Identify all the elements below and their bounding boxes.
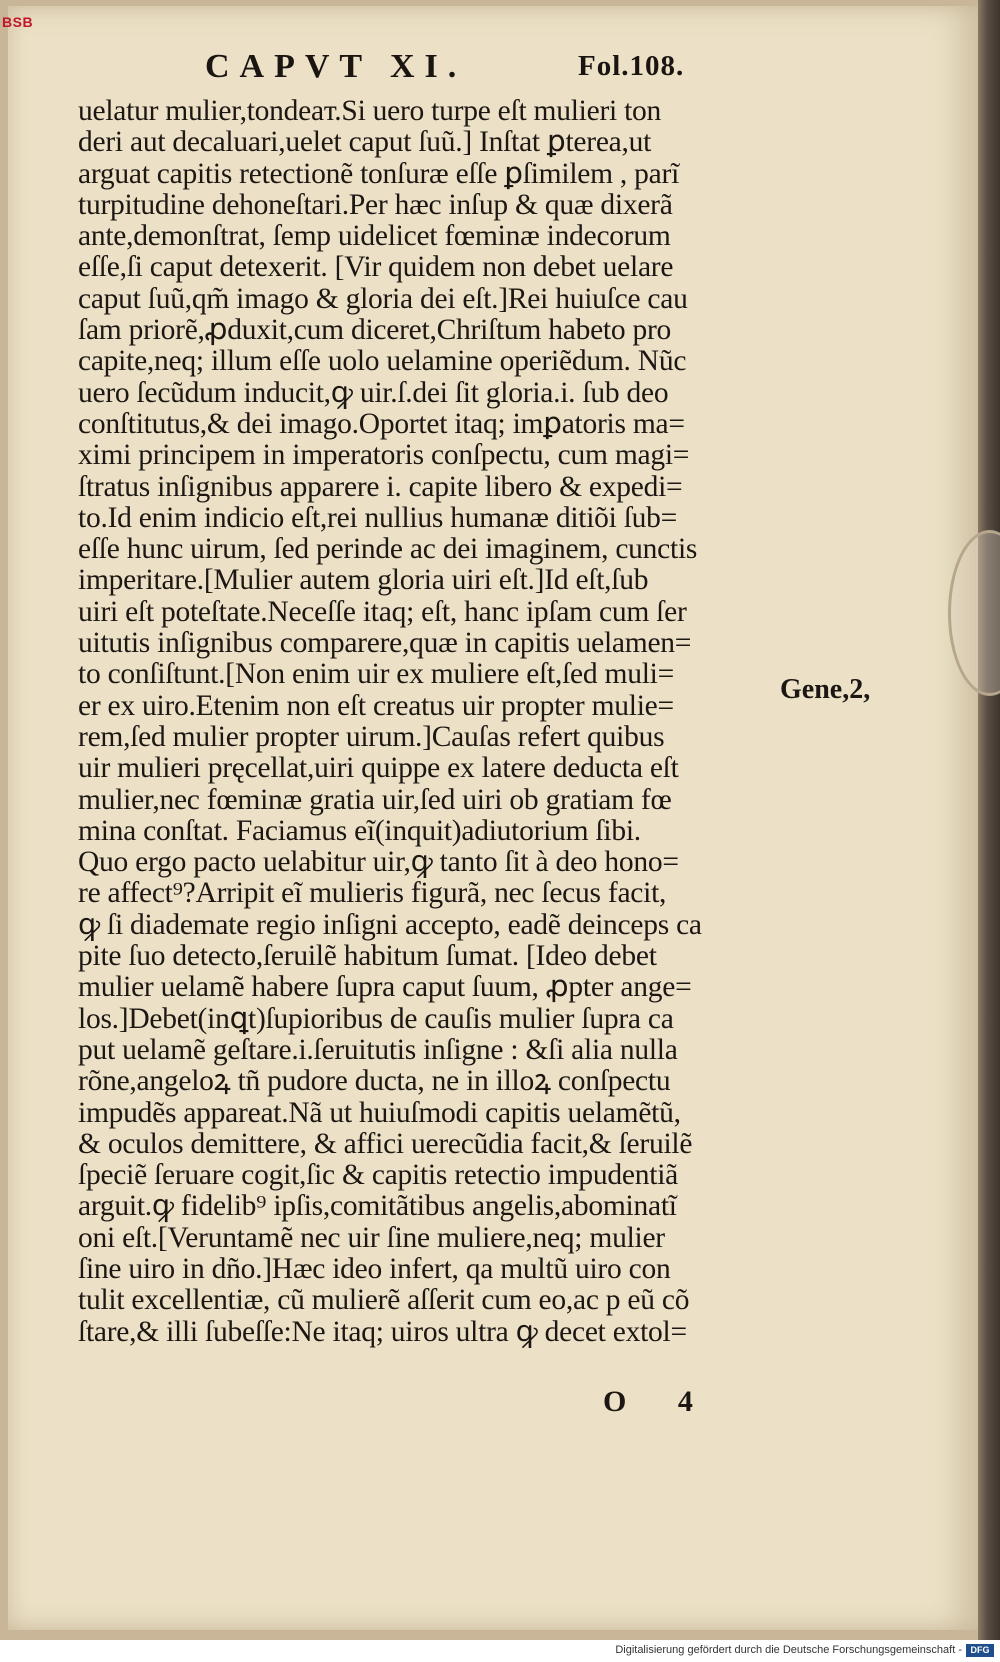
bsb-logo: BSB xyxy=(2,14,34,30)
text-line: put uelamẽ geſtare.i.ſeruitutis inſigne : &ſi alia nulla xyxy=(78,1034,678,1066)
text-line: pite ſuo detecto,ſeruilẽ habitum ſumat. [Ideo debet xyxy=(78,941,657,973)
text-line: caput ſuũ,qm̃ imago & gloria dei eſt.]Rei huiuſce cau xyxy=(78,283,688,315)
text-line: rem,ſed mulier propter uirum.]Cauſas refert quibus xyxy=(78,721,665,753)
text-line: arguit.ꝙ fidelib⁹ ipſis,comitãtibus angelis,abominatĩ xyxy=(78,1191,677,1223)
text-line: ximi principem in imperatoris conſpectu, cum magi= xyxy=(78,440,690,472)
text-line: mulier,nec fœminæ gratia uir,ſed uiri ob gratiam fœ xyxy=(78,784,672,816)
chapter-heading: CAPVT XI. xyxy=(205,48,467,85)
text-line: uelatur mulier,tondeaт.Si uero turpe eſt mulieri ton xyxy=(78,96,662,127)
folio-number: Fol.108. xyxy=(578,50,685,82)
text-line: tulit excellentiæ, cũ mulierẽ aſſerit cum eo,ac p eũ cõ xyxy=(78,1285,690,1317)
funding-credit: Digitalisierung gefördert durch die Deutsche Forschungsgemeinschaft - xyxy=(615,1644,962,1656)
text-line: imperitare.[Mulier autem gloria uiri eſt.]Id eſt,ſub xyxy=(78,565,649,597)
text-line: ſam priorẽ,ꝓduxit,cum diceret,Chriſtum habeto pro xyxy=(78,315,672,347)
text-line: ſpeciẽ ſeruare cogit,ſic & capitis retectio impudentiã xyxy=(78,1160,679,1192)
text-line: impudẽs appareat.Nã ut huiuſmodi capitis uelamẽtũ, xyxy=(78,1097,681,1129)
text-line: uitutis inſignibus comparere,quæ in capitis uelamen= xyxy=(78,628,692,660)
text-line: conſtitutus,& dei imago.Oportet itaq; imꝑatoris ma= xyxy=(78,408,685,440)
text-line: er ex uiro.Etenim non eſt creatus uir propter mulie= xyxy=(78,690,674,722)
footer-bar xyxy=(0,1640,1000,1662)
text-line: uir mulieri pręcellat,uiri quippe ex latere deducta eſt xyxy=(78,753,679,785)
text-line: to.Id enim indicio eſt,rei nullius humanæ ditiõi ſub= xyxy=(78,502,678,534)
text-line: ſine uiro in dño.]Hæc ideo infert, qa multũ uiro con xyxy=(78,1253,671,1285)
text-line: ꝙ ſi diademate regio inſigni accepto, eadẽ deinceps ca xyxy=(78,909,702,941)
text-line: & oculos demittere, & affici uerecũdia facit,& ſeruilẽ xyxy=(78,1128,693,1160)
text-line: uiri eſt poteſtate.Neceſſe itaq; eſt, hanc ipſam cum ſer xyxy=(78,596,687,628)
text-line: los.]Debet(inꝗt)ſupioribus de cauſis mulier ſupra ca xyxy=(78,1003,674,1035)
text-line: ante,demonſtrat, ſemp uidelicet fœminæ indecorum xyxy=(78,221,671,253)
text-line: capite,neq; illum eſſe uolo uelamine operiẽdum. Nũc xyxy=(78,346,687,378)
running-header xyxy=(0,40,1000,90)
text-line: arguat capitis retectionẽ tonſuræ eſſe ꝑſimilem , parĩ xyxy=(78,158,680,190)
text-line: re affect⁹?Arripit eĩ mulieris figurã, nec ſecus facit, xyxy=(78,878,667,910)
text-line: to conſiſtunt.[Non enim uir ex muliere eſt,ſed muli= xyxy=(78,659,674,691)
text-line: rõne,angeloꝝ tñ pudore ducta, ne in illoꝝ conſpectu xyxy=(78,1066,671,1098)
dfg-logo: DFG xyxy=(966,1644,994,1657)
text-line: turpitudine dehoneſtari.Per hæc inſup & quæ dixerã xyxy=(78,189,673,221)
text-line: Quo ergo pacto uelabitur uir,ꝙ tanto ſit à deo hono= xyxy=(78,847,679,879)
signature-mark: O 4 xyxy=(603,1385,715,1418)
text-line: eſſe,ſi caput detexerit. [Vir quidem non debet uelare xyxy=(78,252,674,284)
body-text xyxy=(78,96,778,1348)
margin-note: Gene,2, xyxy=(780,674,871,705)
text-line: uero ſecũdum inducit,ꝙ uir.ſ.dei ſit gloria.i. ſub deo xyxy=(78,377,669,409)
text-line: eſſe hunc uirum, ſed perinde ac dei imaginem, cunctis xyxy=(78,534,698,566)
text-line: ſtare,& illi ſubeſſe:Ne itaq; uiros ultra ꝙ decet extol= xyxy=(78,1316,687,1348)
text-line: mulier uelamẽ habere ſupra caput ſuum, ꝓpter ange= xyxy=(78,972,692,1004)
text-line: oni eſt.[Veruntamẽ nec uir ſine muliere,neq; mulier xyxy=(78,1222,665,1254)
book-fore-edge xyxy=(978,0,1000,1640)
text-line: deri aut decaluari,uelet caput ſuũ.] Inſtat ꝑterea,ut xyxy=(78,127,652,159)
text-line: ſtratus inſignibus apparere i. capite libero & expedi= xyxy=(78,471,683,503)
text-line: mina conſtat. Faciamus eĩ(inquit)adiutorium ſibi. xyxy=(78,815,641,847)
